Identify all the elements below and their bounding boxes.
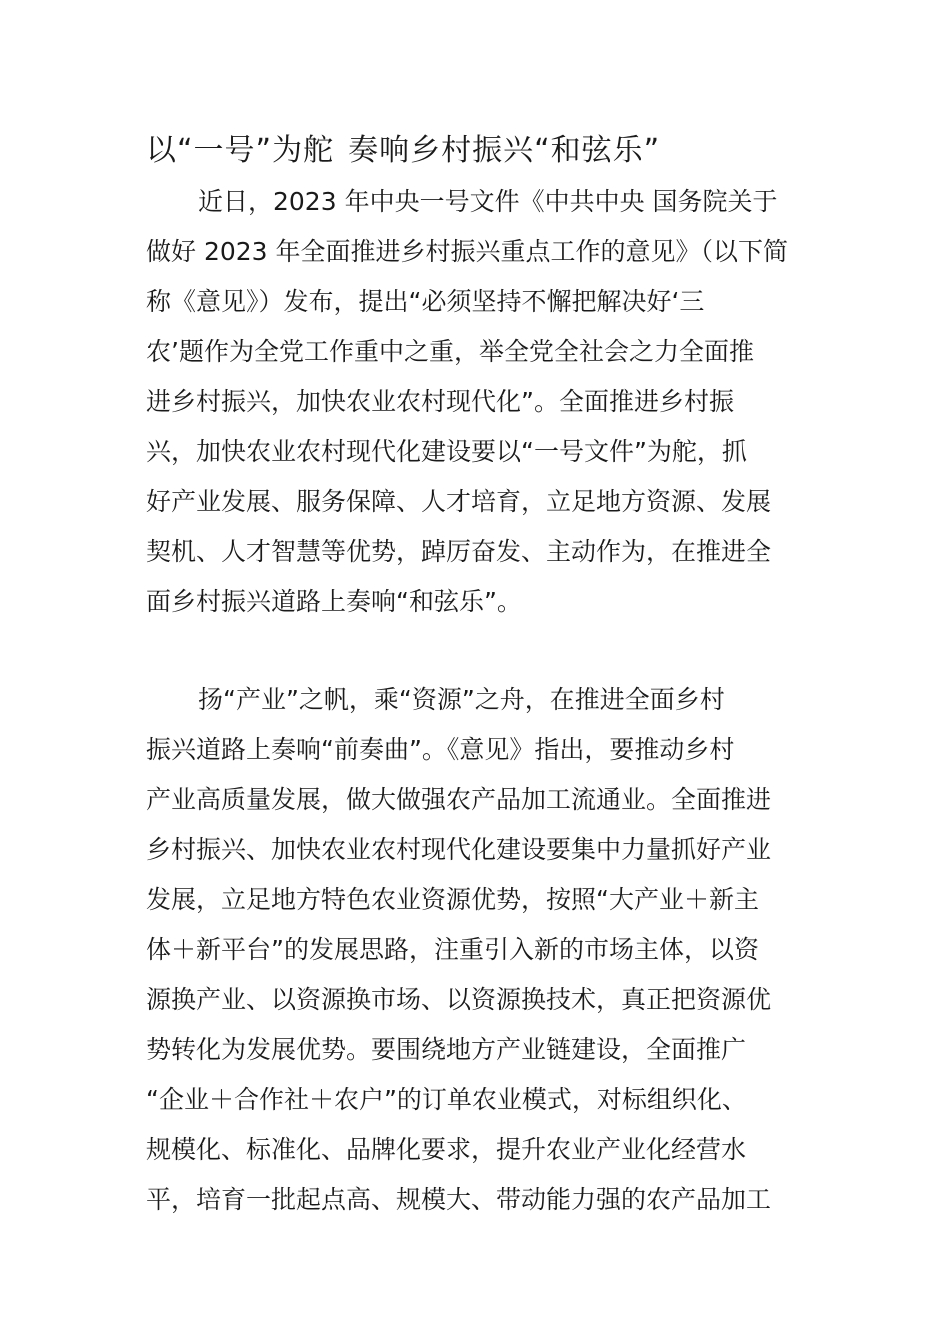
paragraph-2 (146, 675, 808, 1225)
title-part-1: 以“一号”为舵 (146, 133, 335, 168)
paragraph-line: 近日，2023 年中央一号文件《中共中央 国务院关于 (198, 187, 778, 216)
paragraph-line: 扬“产业”之帆，乘“资源”之舟，在推进全面乡村 (198, 685, 725, 714)
paragraph-line: 体＋新平台”的发展思路，注重引入新的市场主体，以资 (146, 935, 759, 964)
document-title (146, 128, 816, 174)
paragraph-line: 势转化为发展优势。要围绕地方产业链建设，全面推广 (146, 1035, 747, 1064)
paragraph-line: 规模化、标准化、品牌化要求，提升农业产业化经营水 (146, 1135, 747, 1164)
paragraph-line: 好产业发展、服务保障、人才培育，立足地方资源、发展 (146, 487, 772, 516)
paragraph-line: 进乡村振兴，加快农业农村现代化”。全面推进乡村振 (146, 387, 734, 416)
paragraph-1 (146, 177, 808, 627)
paragraph-line: 农’题作为全党工作重中之重，举全党全社会之力全面推 (146, 337, 754, 366)
paragraph-line: 兴，加快农业农村现代化建设要以“一号文件”为舵，抓 (146, 437, 747, 466)
paragraph-line: 称《意见》）发布，提出“必须坚持不懈把解决好‘三 (146, 287, 705, 316)
paragraph-line: 乡村振兴、加快农业农村现代化建设要集中力量抓好产业 (146, 835, 772, 864)
paragraph-line: 面乡村振兴道路上奏响“和弦乐”。 (146, 587, 522, 616)
title-part-2: 奏响乡村振兴“和弦乐” (348, 133, 661, 168)
paragraph-line: 发展，立足地方特色农业资源优势，按照“大产业＋新主 (146, 885, 759, 914)
paragraph-line: 产业高质量发展，做大做强农产品加工流通业。全面推进 (146, 785, 772, 814)
paragraph-line: 振兴道路上奏响“前奏曲”。《意见》指出，要推动乡村 (146, 735, 735, 764)
paragraph-line: 源换产业、以资源换市场、以资源换技术，真正把资源优 (146, 985, 772, 1014)
paragraph-line: “企业＋合作社＋农户”的订单农业模式，对标组织化、 (146, 1085, 747, 1114)
paragraph-line: 平，培育一批起点高、规模大、带动能力强的农产品加工 (146, 1185, 772, 1214)
paragraph-line: 做好 2023 年全面推进乡村振兴重点工作的意见》（以下简 (146, 237, 789, 266)
paragraph-line: 契机、人才智慧等优势，踔厉奋发、主动作为，在推进全 (146, 537, 772, 566)
